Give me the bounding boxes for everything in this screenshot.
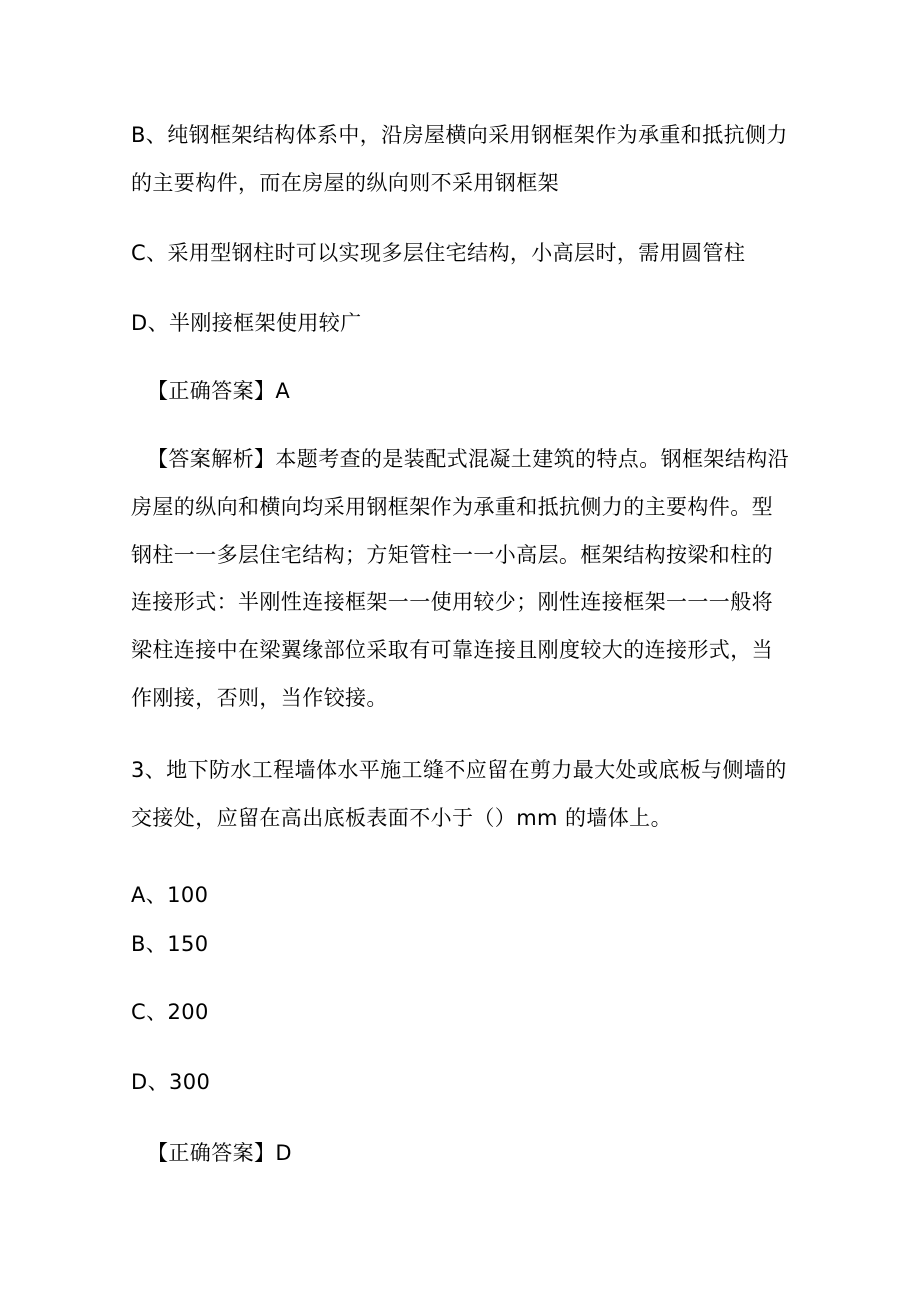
q2-option-d: D、半刚接框架使用较广 [131,311,362,335]
q3-option-b: B、150 [131,932,209,956]
q2-analysis-line-2: 房屋的纵向和横向均采用钢框架作为承重和抵抗侧力的主要构件。型 [131,495,773,519]
q2-analysis-line-3: 钢柱一一多层住宅结构；方矩管柱一一小高层。框架结构按梁和柱的 [131,543,773,567]
q2-analysis-line-4: 连接形式：半刚性连接框架一一使用较少；刚性连接框架一一一般将 [131,590,773,614]
q2-analysis-line-1: 【答案解析】本题考查的是装配式混凝土建筑的特点。钢框架结构沿 [147,447,789,471]
q2-option-c: C、采用型钢柱时可以实现多层住宅结构，小高层时，需用圆管柱 [131,241,746,265]
q3-option-d: D、300 [131,1070,211,1094]
q2-correct-answer: 【正确答案】A [147,379,291,403]
q2-analysis-line-5: 梁柱连接中在梁翼缘部位采取有可靠连接且刚度较大的连接形式，当 [131,638,773,662]
q3-question-line-1: 3、地下防水工程墙体水平施工缝不应留在剪力最大处或底板与侧墙的 [131,758,787,782]
q3-option-c: C、200 [131,1000,209,1024]
q2-option-b-line-1: B、纯钢框架结构体系中，沿房屋横向采用钢框架作为承重和抵抗侧力 [131,123,788,147]
q3-correct-answer: 【正确答案】D [147,1141,292,1165]
q3-question-line-2: 交接处，应留在高出底板表面不小于（）mm 的墙体上。 [131,806,672,830]
q2-option-b-line-2: 的主要构件，而在房屋的纵向则不采用钢框架 [131,171,559,195]
q2-analysis-line-6: 作刚接，否则，当作铰接。 [131,686,388,710]
q3-option-a: A、100 [131,883,209,907]
